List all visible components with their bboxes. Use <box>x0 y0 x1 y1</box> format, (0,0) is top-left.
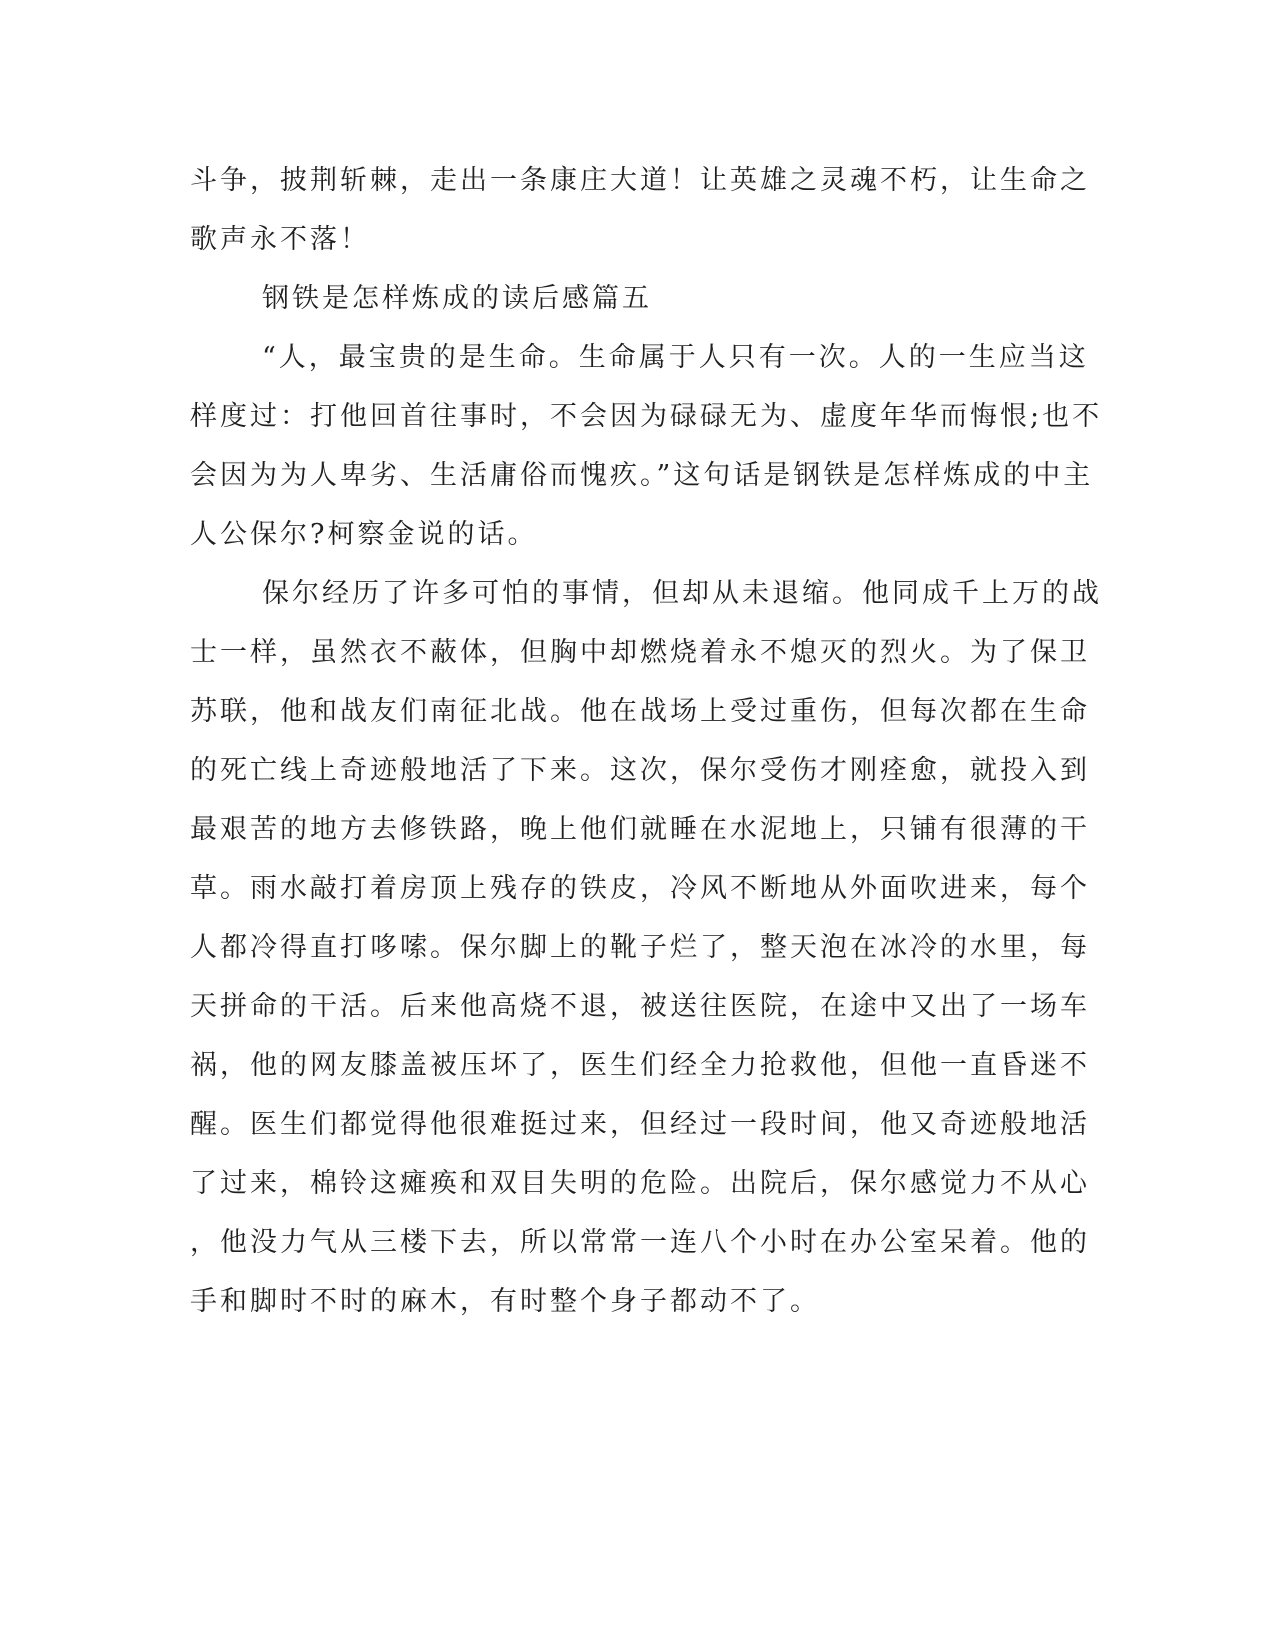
body-paragraph-line-4: 的死亡线上奇迹般地活了下来。这次，保尔受伤才刚痊愈，就投入到 <box>190 755 1090 786</box>
body-paragraph-line-13: 手和脚时不时的麻木，有时整个身子都动不了。 <box>190 1286 820 1317</box>
quote-paragraph-line-2: 样度过：打他回首往事时，不会因为碌碌无为、虚度年华而悔恨;也不 <box>190 401 1103 432</box>
section-heading: 钢铁是怎样炼成的读后感篇五 <box>262 283 652 314</box>
body-paragraph-line-10: 醒。医生们都觉得他很难挺过来，但经过一段时间，他又奇迹般地活 <box>190 1109 1090 1140</box>
paragraph-continuation-line-1: 斗争，披荆斩棘，走出一条康庄大道！让英雄之灵魂不朽，让生命之 <box>190 165 1090 196</box>
body-paragraph-line-5: 最艰苦的地方去修铁路，晚上他们就睡在水泥地上，只铺有很薄的干 <box>190 814 1090 845</box>
body-paragraph-line-9: 祸，他的网友膝盖被压坏了，医生们经全力抢救他，但他一直昏迷不 <box>190 1050 1090 1081</box>
body-paragraph-line-3: 苏联，他和战友们南征北战。他在战场上受过重伤，但每次都在生命 <box>190 696 1090 727</box>
paragraph-continuation-line-2: 歌声永不落！ <box>190 224 370 255</box>
quote-paragraph-line-1: “人，最宝贵的是生命。生命属于人只有一次。人的一生应当这 <box>262 342 1089 373</box>
body-paragraph-line-8: 天拼命的干活。后来他高烧不退，被送往医院，在途中又出了一场车 <box>190 991 1090 1022</box>
body-paragraph-line-12: ，他没力气从三楼下去，所以常常一连八个小时在办公室呆着。他的 <box>190 1227 1090 1258</box>
quote-paragraph-line-4: 人公保尔?柯察金说的话。 <box>190 519 538 550</box>
quote-paragraph-line-3: 会因为为人卑劣、生活庸俗而愧疚。”这句话是钢铁是怎样炼成的中主 <box>190 460 1094 491</box>
body-paragraph-line-7: 人都冷得直打哆嗦。保尔脚上的靴子烂了，整天泡在冰冷的水里，每 <box>190 932 1090 963</box>
body-paragraph-line-1: 保尔经历了许多可怕的事情，但却从未退缩。他同成千上万的战 <box>262 578 1102 609</box>
body-paragraph-line-11: 了过来，棉铃这瘫痪和双目失明的危险。出院后，保尔感觉力不从心 <box>190 1168 1090 1199</box>
body-paragraph-line-2: 士一样，虽然衣不蔽体，但胸中却燃烧着永不熄灭的烈火。为了保卫 <box>190 637 1090 668</box>
body-paragraph-line-6: 草。雨水敲打着房顶上残存的铁皮，冷风不断地从外面吹进来，每个 <box>190 873 1090 904</box>
